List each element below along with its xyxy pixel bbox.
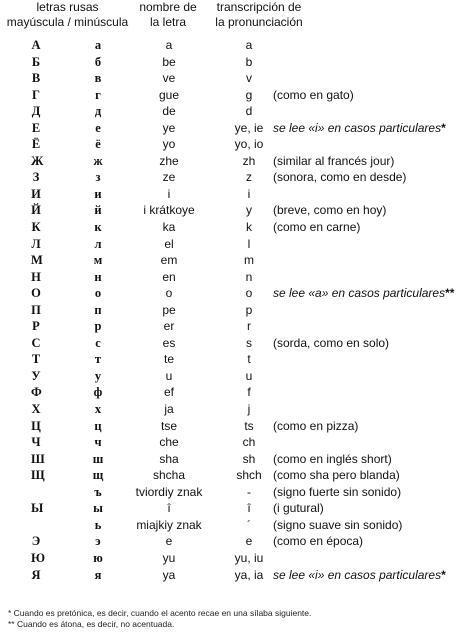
lowercase-letter: б — [94, 54, 102, 69]
letter-name: yu — [162, 550, 176, 565]
pronunciation-note: (como en gato) — [273, 87, 354, 102]
lowercase-letter: ъ — [94, 484, 102, 499]
pronunciation-note — [273, 120, 446, 137]
letter-transcription: t — [247, 352, 251, 367]
pronunciation-note: (signo suave sin sonido) — [273, 517, 403, 532]
letter-row — [0, 467, 469, 484]
letter-row — [0, 285, 469, 302]
letter-row — [0, 384, 469, 401]
letter-transcription: ´ — [247, 517, 251, 532]
letter-transcription: sh — [242, 451, 256, 466]
letter-name: ya — [162, 567, 176, 582]
pronunciation-note: (signo fuerte sin sonido) — [273, 484, 402, 499]
note-italic: se lee «a» en casos particulares — [273, 286, 446, 301]
header-transcription-line1: transcripción de — [216, 0, 302, 14]
uppercase-letter: Д — [31, 104, 41, 119]
uppercase-letter: Б — [31, 54, 41, 69]
pronunciation-note: (como en carne) — [273, 220, 361, 235]
letter-name: ve — [162, 71, 176, 86]
lowercase-letter: ю — [93, 550, 103, 565]
letter-name: em — [160, 253, 178, 268]
letter-name: tse — [160, 418, 177, 433]
letter-transcription: p — [245, 302, 253, 317]
letter-transcription: j — [247, 402, 251, 417]
header-transcription-line2: la pronunciación — [215, 15, 303, 29]
letter-name: i krátkoye — [143, 203, 195, 218]
uppercase-letter: И — [31, 186, 41, 201]
letter-transcription: zh — [242, 153, 256, 168]
uppercase-letter: Ч — [31, 435, 41, 450]
letter-row — [0, 484, 469, 501]
header-name-line1: nombre de — [139, 0, 197, 14]
letter-row — [0, 451, 469, 468]
letter-row — [0, 533, 469, 550]
lowercase-letter: о — [94, 286, 102, 301]
lowercase-letter: ф — [93, 385, 103, 400]
lowercase-letter: э — [95, 534, 101, 549]
letter-transcription: e — [245, 534, 253, 549]
lowercase-letter: в — [94, 71, 102, 86]
note-italic: se lee «i» en casos particulares — [273, 567, 442, 582]
letter-name: gue — [158, 87, 180, 102]
note-italic: se lee «i» en casos particulares — [273, 120, 442, 135]
letter-transcription: yu, iu — [234, 550, 264, 565]
uppercase-letter: З — [32, 170, 40, 185]
uppercase-letter: Щ — [31, 468, 45, 483]
lowercase-letter: г — [95, 87, 101, 102]
header-name — [125, 0, 211, 30]
pronunciation-note: (como en época) — [273, 534, 364, 549]
lowercase-letter: ж — [93, 153, 103, 168]
letter-row — [0, 517, 469, 534]
lowercase-letter: е — [95, 120, 101, 135]
pronunciation-note — [273, 567, 446, 584]
letter-transcription: ch — [242, 435, 256, 450]
uppercase-letter: Я — [31, 567, 41, 582]
pronunciation-note — [273, 285, 454, 302]
pronunciation-note: (sorda, como en solo) — [273, 335, 390, 350]
letter-name: es — [162, 335, 176, 350]
letter-name: ze — [162, 170, 176, 185]
letter-name: u — [165, 368, 173, 383]
lowercase-letter: ш — [92, 451, 104, 466]
letter-row — [0, 219, 469, 236]
letter-name: ye — [162, 120, 176, 135]
letter-transcription: d — [245, 104, 253, 119]
letter-row — [0, 54, 469, 71]
lowercase-letter: а — [94, 38, 102, 52]
footnote-2: ** Cuando es átona, es decir, no acentuada. — [8, 619, 175, 629]
letter-transcription: ya, ia — [234, 567, 264, 582]
letter-name: pe — [162, 302, 176, 317]
uppercase-letter: У — [31, 368, 41, 383]
lowercase-letter: й — [94, 203, 102, 218]
letter-row — [0, 269, 469, 286]
lowercase-letter: к — [94, 220, 102, 235]
letter-transcription: f — [247, 385, 251, 400]
letter-transcription: o — [245, 286, 253, 301]
letter-row — [0, 567, 469, 584]
letter-name: el — [164, 236, 174, 251]
letter-transcription: z — [246, 170, 252, 185]
lowercase-letter: п — [94, 302, 102, 317]
pronunciation-note: (como en inglés short) — [273, 451, 392, 466]
lowercase-letter: я — [94, 567, 102, 582]
uppercase-letter: Э — [31, 534, 41, 549]
uppercase-letter: Р — [32, 319, 40, 334]
uppercase-letter: Й — [31, 203, 41, 218]
uppercase-letter: Ц — [31, 418, 41, 433]
pronunciation-note: (sonora, como en desde) — [273, 170, 407, 185]
uppercase-letter: Л — [31, 236, 41, 251]
pronunciation-note: (similar al francés jour) — [273, 153, 395, 168]
letter-row — [0, 169, 469, 186]
alphabet-table — [0, 37, 469, 583]
letter-row — [0, 70, 469, 87]
header-transcription — [200, 0, 318, 30]
letter-name: ka — [162, 220, 176, 235]
letter-name: che — [159, 435, 179, 450]
letter-row — [0, 434, 469, 451]
pronunciation-note: (como sha pero blanda) — [273, 468, 400, 483]
letter-name: i — [167, 186, 171, 201]
letter-transcription: s — [246, 335, 252, 350]
letter-row — [0, 252, 469, 269]
letter-transcription: shch — [236, 468, 262, 483]
letter-row — [0, 186, 469, 203]
lowercase-letter: х — [94, 402, 102, 417]
letter-row — [0, 202, 469, 219]
letter-name: î — [167, 501, 171, 516]
letter-name: zhe — [159, 153, 179, 168]
letter-name: er — [163, 319, 175, 334]
lowercase-letter: л — [94, 236, 102, 251]
letter-name: e — [165, 534, 173, 549]
lowercase-letter: з — [95, 170, 101, 185]
letter-transcription: v — [246, 71, 252, 86]
letter-row — [0, 120, 469, 137]
letter-name: de — [162, 104, 176, 119]
uppercase-letter: Ю — [31, 550, 46, 565]
lowercase-letter: м — [93, 253, 103, 268]
letter-transcription: y — [246, 203, 252, 218]
note-footnote-mark: ** — [445, 286, 455, 301]
letter-transcription: b — [245, 54, 253, 69]
letter-row — [0, 37, 469, 54]
header-letters-line1: letras rusas — [36, 0, 99, 14]
uppercase-letter: Ы — [31, 501, 44, 516]
letter-row — [0, 500, 469, 517]
uppercase-letter: П — [31, 302, 41, 317]
letter-transcription: u — [245, 368, 253, 383]
note-footnote-mark: * — [441, 120, 446, 135]
pronunciation-note: (como en pizza) — [273, 418, 359, 433]
letter-transcription: î — [247, 501, 251, 516]
uppercase-letter: Х — [31, 402, 41, 417]
letter-name: o — [165, 286, 173, 301]
letter-name: tviordiy znak — [135, 484, 203, 499]
lowercase-letter: с — [95, 335, 101, 350]
header-name-line2: la letra — [149, 15, 187, 29]
letter-row — [0, 368, 469, 385]
letter-transcription: yo, io — [234, 137, 264, 152]
letter-transcription: n — [245, 269, 253, 284]
lowercase-letter: р — [94, 319, 102, 334]
letter-row — [0, 418, 469, 435]
letter-name: be — [162, 54, 176, 69]
uppercase-letter: Ф — [31, 385, 42, 400]
letter-name: miajkiy znak — [136, 517, 202, 532]
letter-row — [0, 87, 469, 104]
lowercase-letter: и — [94, 186, 102, 201]
header-letters — [0, 0, 135, 30]
uppercase-letter: С — [31, 335, 41, 350]
letter-row — [0, 236, 469, 253]
lowercase-letter: ё — [95, 137, 101, 152]
letter-name: en — [162, 269, 176, 284]
lowercase-letter: ч — [94, 435, 102, 450]
letter-name: sha — [159, 451, 179, 466]
uppercase-letter: Г — [32, 87, 40, 102]
letter-name: te — [163, 352, 174, 367]
lowercase-letter: щ — [92, 468, 104, 483]
uppercase-letter: Н — [31, 269, 41, 284]
letter-row — [0, 351, 469, 368]
letter-transcription: l — [247, 236, 251, 251]
letter-name: a — [165, 38, 173, 52]
header-letters-line2: mayúscula / minúscula — [6, 15, 129, 29]
letter-row — [0, 335, 469, 352]
lowercase-letter: у — [94, 368, 102, 383]
letter-transcription: k — [246, 220, 252, 235]
uppercase-letter: В — [31, 71, 41, 86]
letter-row — [0, 136, 469, 153]
letter-name: shcha — [152, 468, 186, 483]
uppercase-letter: Ё — [31, 137, 41, 152]
lowercase-letter: т — [94, 352, 102, 367]
letter-name: ef — [163, 385, 174, 400]
letter-row — [0, 103, 469, 120]
pronunciation-note: (i gutural) — [273, 501, 324, 516]
letter-name: ja — [164, 402, 174, 417]
lowercase-letter: н — [94, 269, 102, 284]
letter-row — [0, 550, 469, 567]
letter-row — [0, 302, 469, 319]
letter-transcription: ts — [244, 418, 254, 433]
letter-row — [0, 401, 469, 418]
pronunciation-note: (breve, como en hoy) — [273, 203, 387, 218]
lowercase-letter: ь — [94, 517, 102, 532]
letter-transcription: r — [247, 319, 251, 334]
uppercase-letter: Т — [31, 352, 41, 367]
uppercase-letter: Е — [31, 120, 41, 135]
lowercase-letter: д — [94, 104, 102, 119]
uppercase-letter: М — [31, 253, 43, 268]
footnote-1: * Cuando es pretónica, es decir, cuando el acento recae en una sílaba siguiente. — [8, 608, 312, 618]
letter-transcription: - — [247, 484, 251, 499]
note-footnote-mark: * — [441, 567, 446, 582]
letter-row — [0, 153, 469, 170]
letter-row — [0, 318, 469, 335]
letter-transcription: m — [244, 253, 254, 268]
letter-transcription: i — [247, 186, 251, 201]
lowercase-letter: ц — [94, 418, 102, 433]
letter-transcription: g — [245, 87, 253, 102]
uppercase-letter: О — [31, 286, 41, 301]
uppercase-letter: К — [31, 220, 41, 235]
uppercase-letter: Ж — [31, 153, 44, 168]
uppercase-letter: А — [31, 38, 41, 52]
footnotes — [8, 608, 311, 630]
letter-transcription: ye, ie — [234, 120, 264, 135]
letter-name: yo — [162, 137, 176, 152]
lowercase-letter: ы — [93, 501, 103, 516]
letter-transcription: a — [245, 38, 253, 52]
uppercase-letter: Ш — [31, 451, 45, 466]
